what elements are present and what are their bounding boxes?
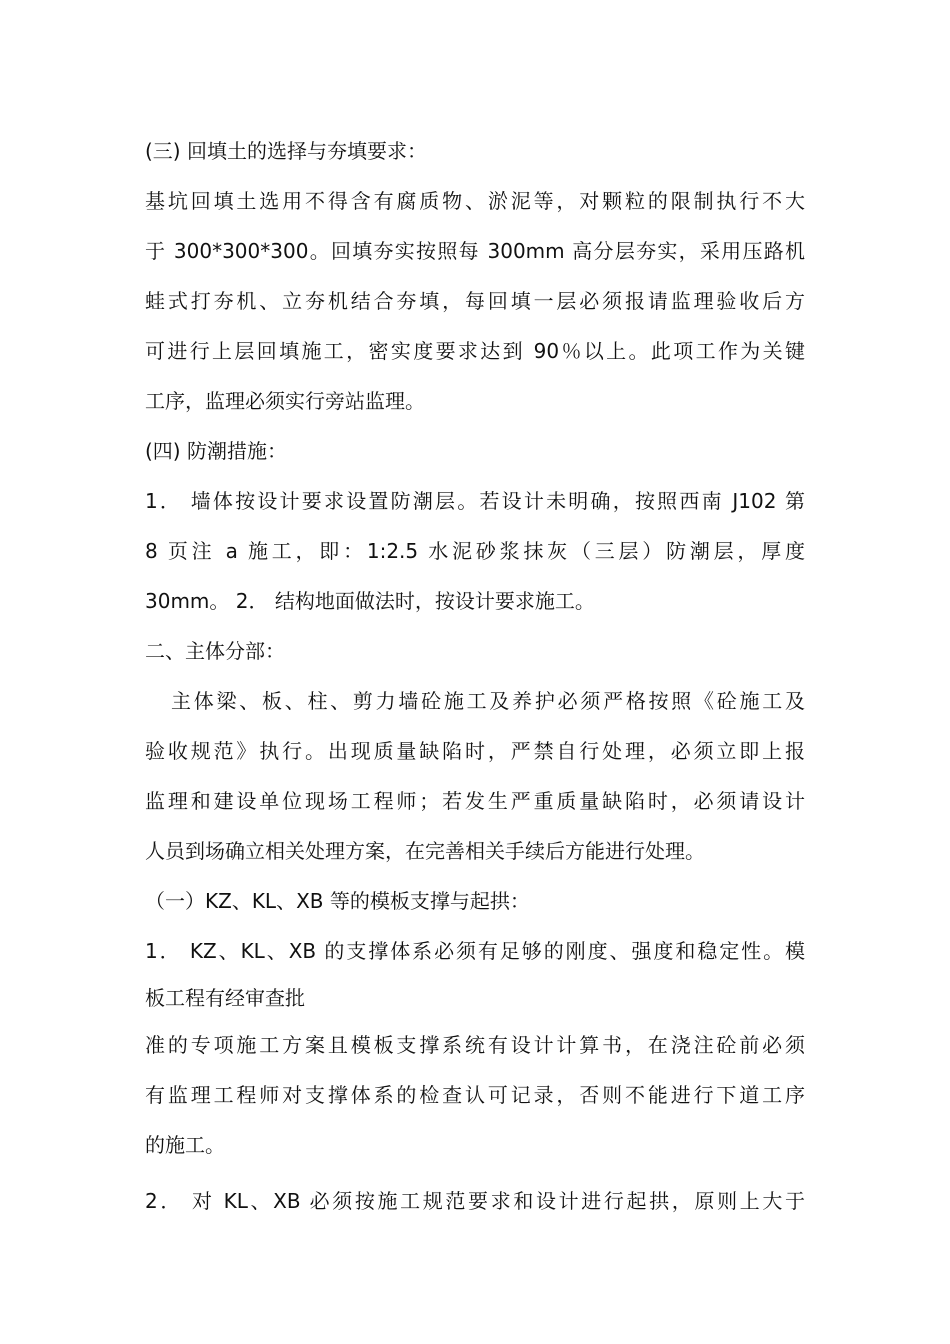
paragraph-line: 可进行上层回填施工，密实度要求达到 90％以上。此项工作为关键 xyxy=(145,339,805,363)
section-heading-formwork: （一）KZ、KL、XB 等的模板支撑与起拱： xyxy=(145,889,530,913)
paragraph-line: 人员到场确立相关处理方案，在完善相关手续后方能进行处理。 xyxy=(145,839,705,863)
document-body xyxy=(145,126,805,1226)
list-item-line: 2． 对 KL、XB 必须按施工规范要求和设计进行起拱，原则上大于 xyxy=(145,1189,805,1213)
section-heading-backfill: (三) 回填土的选择与夯填要求： xyxy=(145,139,427,163)
paragraph-line: 验收规范》执行。出现质量缺陷时，严禁自行处理，必须立即上报 xyxy=(145,739,805,763)
paragraph-line: 工序，监理必须实行旁站监理。 xyxy=(145,389,425,413)
list-item-line: 8 页注 a 施工，即：1:2.5 水泥砂浆抹灰（三层）防潮层，厚度 xyxy=(145,539,805,563)
paragraph-line: 蛙式打夯机、立夯机结合夯填，每回填一层必须报请监理验收后方 xyxy=(145,289,805,313)
list-item-line: 板工程有经审查批 xyxy=(145,986,305,1010)
section-heading-moisture: (四) 防潮措施： xyxy=(145,439,287,463)
section-heading-main-structure: 二、主体分部： xyxy=(145,639,285,663)
list-item-line: 30mm。 2． 结构地面做法时，按设计要求施工。 xyxy=(145,589,595,613)
paragraph-line: 监理和建设单位现场工程师；若发生严重质量缺陷时，必须请设计 xyxy=(145,789,805,813)
list-item-line: 1． KZ、KL、XB 的支撑体系必须有足够的刚度、强度和稳定性。模 xyxy=(145,939,805,963)
paragraph-line: 主体梁、板、柱、剪力墙砼施工及养护必须严格按照《砼施工及 xyxy=(171,689,805,713)
paragraph-line: 有监理工程师对支撑体系的检查认可记录，否则不能进行下道工序 xyxy=(145,1083,805,1107)
paragraph-line: 于 300*300*300。回填夯实按照每 300mm 高分层夯实，采用压路机 xyxy=(145,239,805,263)
list-item-line: 1． 墙体按设计要求设置防潮层。若设计未明确，按照西南 J102 第 xyxy=(145,489,805,513)
paragraph-line: 的施工。 xyxy=(145,1133,225,1157)
paragraph-line: 准的专项施工方案且模板支撑系统有设计计算书，在浇注砼前必须 xyxy=(145,1033,805,1057)
paragraph-line: 基坑回填土选用不得含有腐质物、淤泥等，对颗粒的限制执行不大 xyxy=(145,189,805,213)
